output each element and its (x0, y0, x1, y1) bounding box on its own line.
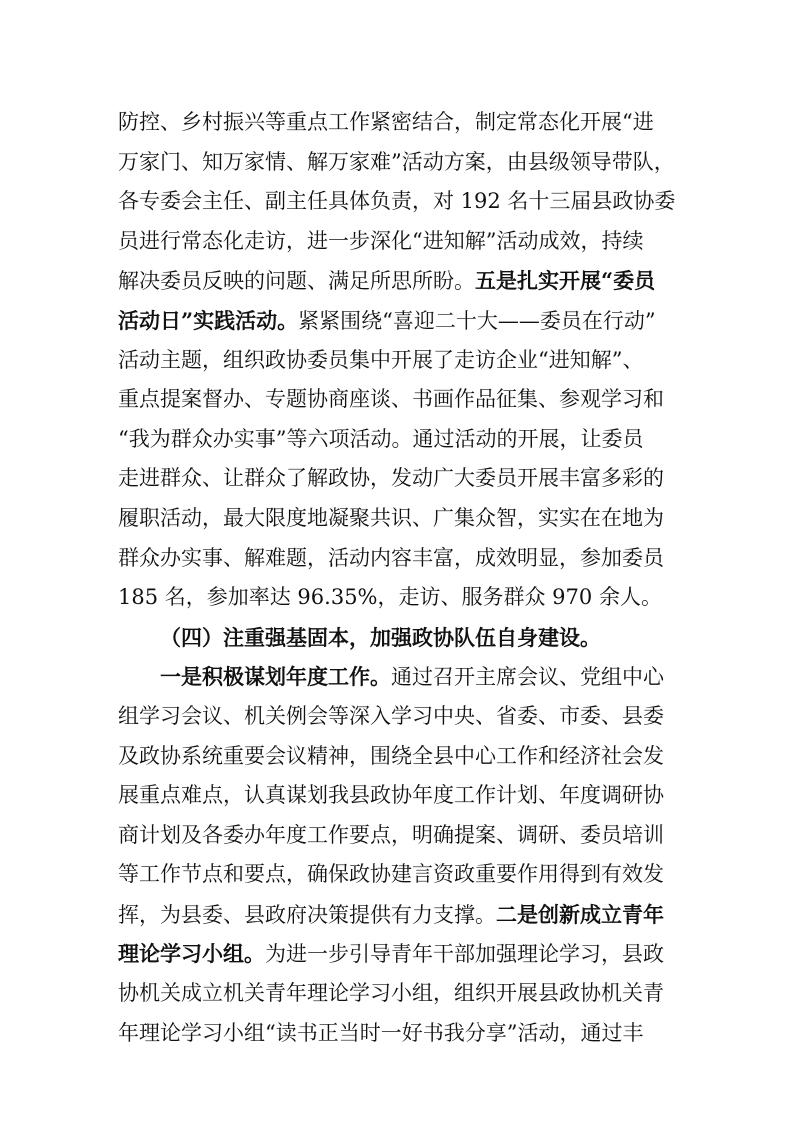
text-segment: 协机关成立机关青年理论学习小组，组织开展县政协机关青 (118, 981, 664, 1006)
text-segment: 及政协系统重要会议精神，围绕全县中心工作和经济社会发 (118, 743, 664, 768)
text-line (118, 697, 678, 737)
bold-text-segment: 一是积极谋划年度工作。 (160, 664, 391, 690)
bold-text-segment: 五是扎实开展“委员 (475, 268, 656, 294)
text-line (118, 182, 678, 222)
bold-text-segment: （四）注重强基固本，加强政协队伍自身建设。 (160, 624, 601, 650)
text-segment: 防控、乡村振兴等重点工作紧密结合，制定常态化开展“进 (118, 110, 654, 134)
text-segment: 为进一步引导青年干部加强理论学习，县政 (265, 942, 664, 967)
text-segment: 群众办实事、解难题，活动内容丰富，成效明显，参加委员 (118, 545, 664, 570)
text-line (118, 499, 678, 539)
text-segment: 年理论学习小组“读书正当时一好书我分享”活动，通过丰 (118, 1020, 644, 1045)
text-segment: 活动主题，组织政协委员集中开展了走访企业“进知解”、 (118, 347, 644, 372)
text-segment: 员进行常态化走访，进一步深化“进知解”活动成效，持续 (118, 228, 644, 253)
text-line (118, 539, 678, 579)
text-segment: 通过召开主席会议、党组中心 (391, 665, 664, 690)
text-line (118, 103, 678, 143)
text-line (118, 657, 678, 697)
text-line (118, 222, 678, 262)
text-line (118, 737, 678, 777)
text-segment: 走进群众、让群众了解政协，发动广大委员开展丰富多彩的 (118, 466, 664, 491)
text-segment: 展重点难点，认真谋划我县政协年度工作计划、年度调研协 (118, 783, 664, 808)
text-line (118, 380, 678, 420)
text-line (118, 143, 678, 183)
bold-text-segment: 活动日”实践活动。 (118, 307, 299, 333)
text-segment: 解决委员反映的问题、满足所思所盼。 (118, 269, 475, 294)
text-segment: 各专委会主任、副主任具体负责，对 192 名十三届县政协委 (118, 189, 676, 214)
text-line (118, 618, 678, 658)
bold-text-segment: 理论学习小组。 (118, 941, 265, 967)
text-segment: 紧紧围绕“喜迎二十大——委员在行动” (298, 308, 656, 333)
text-line (118, 895, 678, 935)
text-line (118, 816, 678, 856)
text-line (118, 301, 678, 341)
body-text (118, 103, 678, 1053)
text-segment: 万家门、知万家情、解万家难”活动方案，由县级领导带队， (118, 149, 675, 174)
text-line (118, 934, 678, 974)
text-line (118, 578, 678, 618)
text-line (118, 855, 678, 895)
text-segment: 履职活动，最大限度地凝聚共识、广集众智，实实在在地为 (118, 505, 664, 530)
text-segment: 185 名，参加率达 96.35%，走访、服务群众 970 余人。 (118, 585, 662, 610)
text-line (118, 341, 678, 381)
bold-text-segment: 二是创新成立青年 (496, 901, 664, 927)
text-line (118, 1014, 678, 1054)
text-segment: 重点提案督办、专题协商座谈、书画作品征集、参观学习和 (118, 387, 664, 412)
text-segment: 等工作节点和要点，确保政协建言资政重要作用得到有效发 (118, 862, 664, 887)
text-line (118, 459, 678, 499)
text-line (118, 776, 678, 816)
text-line (118, 974, 678, 1014)
text-segment: “我为群众办实事”等六项活动。通过活动的开展，让委员 (118, 426, 644, 451)
text-segment: 挥，为县委、县政府决策提供有力支撑。 (118, 902, 496, 927)
text-segment: 组学习会议、机关例会等深入学习中央、省委、市委、县委 (118, 703, 664, 728)
text-line (118, 420, 678, 460)
text-segment: 商计划及各委办年度工作要点，明确提案、调研、委员培训 (118, 822, 664, 847)
text-line (118, 261, 678, 301)
